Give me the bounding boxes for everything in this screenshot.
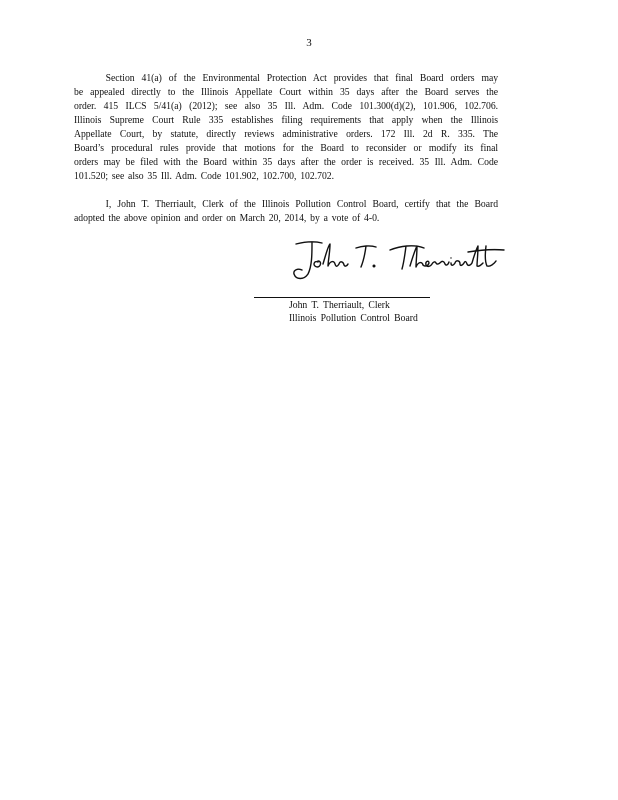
signatory-organization: Illinois Pollution Control Board <box>289 313 418 324</box>
signature-line <box>254 297 430 298</box>
certification-paragraph <box>74 198 498 226</box>
paragraph-line: be appealed directly to the Illinois Appellate Court within 35 days after the Board serves the <box>74 87 499 98</box>
handwritten-signature <box>290 236 530 286</box>
paragraph-line: Illinois Supreme Court Rule 335 establishes filing requirements that apply when the Illinois <box>74 115 499 126</box>
paragraph-line: Section 41(a) of the Environmental Protection Act provides that final Board orders may <box>105 73 499 84</box>
paragraph-line: Appellate Court, by statute, directly reviews administrative orders. 172 Ill. 2d R. 335. The <box>74 129 499 140</box>
signature-block <box>289 299 418 325</box>
page-number: 3 <box>306 37 312 49</box>
paragraph-line: 101.520; see also 35 Ill. Adm. Code 101.902, 102.700, 102.702. <box>74 171 335 182</box>
signatory-name-title: John T. Therriault, Clerk <box>289 300 390 311</box>
paragraph-line: Board’s procedural rules provide that motions for the Board to reconsider or modify its final <box>74 143 499 154</box>
paragraph-line: order. 415 ILCS 5/41(a) (2012); see also 35 Ill. Adm. Code 101.300(d)(2), 101.906, 102.706. <box>74 101 499 112</box>
appeal-rights-paragraph <box>74 72 498 184</box>
paragraph-line: orders may be filed with the Board within 35 days after the order is received. 35 Ill. Adm. Code <box>74 157 499 168</box>
paragraph-line: adopted the above opinion and order on March 20, 2014, by a vote of 4-0. <box>74 213 380 224</box>
paragraph-line: I, John T. Therriault, Clerk of the Illinois Pollution Control Board, certify that the Board <box>105 199 499 210</box>
